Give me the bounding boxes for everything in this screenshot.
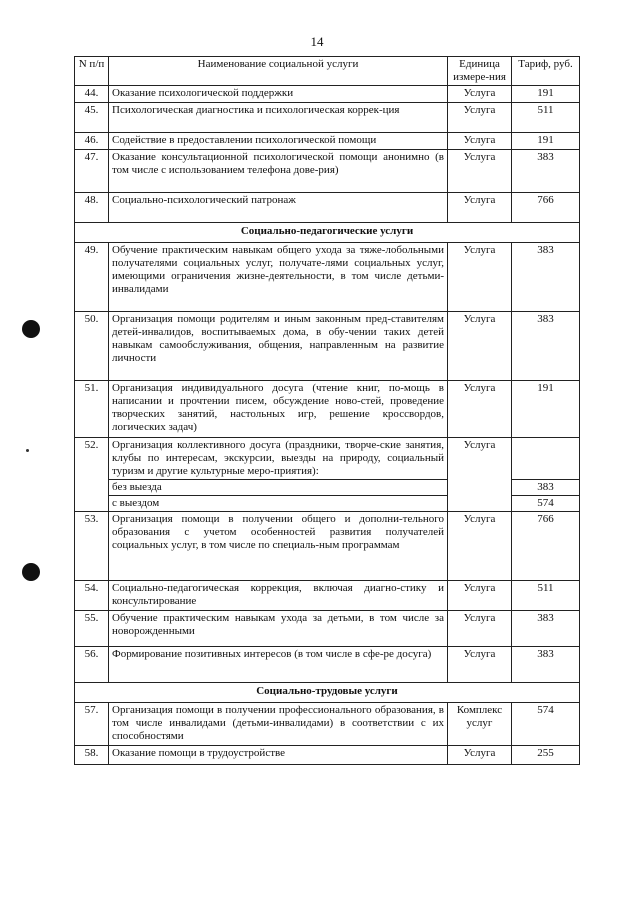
row-number: 55. [75, 611, 109, 647]
header-num: N п/п [75, 57, 109, 86]
service-name: Содействие в предоставлении психологической помощи [109, 133, 448, 150]
table-row [75, 86, 580, 103]
unit-of-measure: Услуга [448, 86, 512, 103]
service-name: Оказание консультационной психологической помощи анонимно (в том числе с использованием телефона дове-рия) [109, 150, 448, 193]
service-name: Оказание помощи в трудоустройстве [109, 746, 448, 765]
row-number: 47. [75, 150, 109, 193]
tariff-value: 511 [512, 581, 580, 611]
sub-tariff-value: 574 [512, 496, 580, 512]
tariff-value: 191 [512, 381, 580, 438]
table-row [75, 381, 580, 438]
unit-of-measure: Услуга [448, 611, 512, 647]
service-name: Организация помощи в получении общего и дополни-тельного образования с учетом особенностей развития получателей социальных услуг, в том числе по специаль-ным программам [109, 512, 448, 581]
unit-of-measure: Услуга [448, 746, 512, 765]
punch-hole [22, 563, 40, 581]
unit-of-measure: Услуга [448, 133, 512, 150]
service-name: Организация индивидуального досуга (чтение книг, по-мощь в написании и прочтении писем, обсуждение ново-стей, проведение творческих занятий, настольных игр, решение кроссвордов, логических задач) [109, 381, 448, 438]
service-name: Обучение практическим навыкам ухода за детьми, в том числе за новорожденными [109, 611, 448, 647]
service-name: Организация помощи в получении профессионального образования, в том числе инвалидами (детьми-инвалидами) в соответствии с их способностями [109, 703, 448, 746]
table-row [75, 581, 580, 611]
table-body [75, 86, 580, 765]
section-heading-row [75, 683, 580, 703]
punch-hole [22, 320, 40, 338]
row-number: 44. [75, 86, 109, 103]
tariff-value: 383 [512, 611, 580, 647]
header-name: Наименование социальной услуги [109, 57, 448, 86]
tariff-value: 511 [512, 103, 580, 133]
row-number: 51. [75, 381, 109, 438]
tariff-value: 255 [512, 746, 580, 765]
tariff-value: 383 [512, 312, 580, 381]
table-row [75, 611, 580, 647]
unit-of-measure: Услуга [448, 243, 512, 312]
row-number: 50. [75, 312, 109, 381]
unit-of-measure: Услуга [448, 150, 512, 193]
scan-speck [26, 449, 29, 452]
row-number: 58. [75, 746, 109, 765]
unit-of-measure: Услуга [448, 193, 512, 223]
services-tariff-table [74, 56, 580, 765]
table-row [75, 103, 580, 133]
service-name: Организация помощи родителям и иным законным пред-ставителям детей-инвалидов, воспитываемых дома, в обу-чении таких детей навыкам самообслуживания, общения, направленным на развитие личности [109, 312, 448, 381]
unit-of-measure: Услуга [448, 581, 512, 611]
table-row [75, 746, 580, 765]
table-row [75, 133, 580, 150]
service-name: Обучение практическим навыкам общего ухода за тяже-лобольными получателями социальных услуг, получате-лями социальных услуг, имеющими ограничения жизне-деятельности, в том числе детьми-инвалидами [109, 243, 448, 312]
unit-of-measure: Услуга [448, 381, 512, 438]
table-header-row [75, 57, 580, 86]
table-row [75, 243, 580, 312]
row-number: 52. [75, 438, 109, 512]
section-heading-row [75, 223, 580, 243]
row-number: 49. [75, 243, 109, 312]
section-title: Социально-трудовые услуги [75, 683, 580, 703]
tariff-value: 766 [512, 512, 580, 581]
table-row [75, 150, 580, 193]
row-number: 45. [75, 103, 109, 133]
tariff-value: 383 [512, 150, 580, 193]
row-number: 54. [75, 581, 109, 611]
unit-of-measure: Услуга [448, 438, 512, 512]
table-row [75, 512, 580, 581]
section-title: Социально-педагогические услуги [75, 223, 580, 243]
sub-option-name: с выездом [109, 496, 448, 512]
row-number: 46. [75, 133, 109, 150]
row-number: 48. [75, 193, 109, 223]
service-name: Социально-психологический патронаж [109, 193, 448, 223]
unit-of-measure: Комплекс услуг [448, 703, 512, 746]
tariff-value: 574 [512, 703, 580, 746]
unit-of-measure: Услуга [448, 103, 512, 133]
tariff-value: 383 [512, 243, 580, 312]
service-name: Оказание психологической поддержки [109, 86, 448, 103]
sub-option-name: без выезда [109, 480, 448, 496]
table-row [75, 703, 580, 746]
table-row [75, 193, 580, 223]
service-name: Социально-педагогическая коррекция, включая диагно-стику и консультирование [109, 581, 448, 611]
tariff-value: 191 [512, 133, 580, 150]
table-row [75, 312, 580, 381]
header-tariff: Тариф, руб. [512, 57, 580, 86]
page-number: 14 [310, 34, 324, 49]
unit-of-measure: Услуга [448, 647, 512, 683]
row-number: 57. [75, 703, 109, 746]
unit-of-measure: Услуга [448, 512, 512, 581]
service-name: Психологическая диагностика и психологическая коррек-ция [109, 103, 448, 133]
row-number: 53. [75, 512, 109, 581]
tariff-value: 383 [512, 647, 580, 683]
table-row [75, 647, 580, 683]
tariff-value: 766 [512, 193, 580, 223]
tariff-value: 191 [512, 86, 580, 103]
service-name: Организация коллективного досуга (праздники, творче-ские занятия, клубы по интересам, экскурсии, выезды на природу, социальный туризм и другие культурные меро-приятия): [109, 438, 448, 480]
table-row [75, 438, 580, 480]
tariff-value [512, 438, 580, 480]
row-number: 56. [75, 647, 109, 683]
service-name: Формирование позитивных интересов (в том числе в сфе-ре досуга) [109, 647, 448, 683]
sub-tariff-value: 383 [512, 480, 580, 496]
header-unit: Единица измере-ния [448, 57, 512, 86]
unit-of-measure: Услуга [448, 312, 512, 381]
